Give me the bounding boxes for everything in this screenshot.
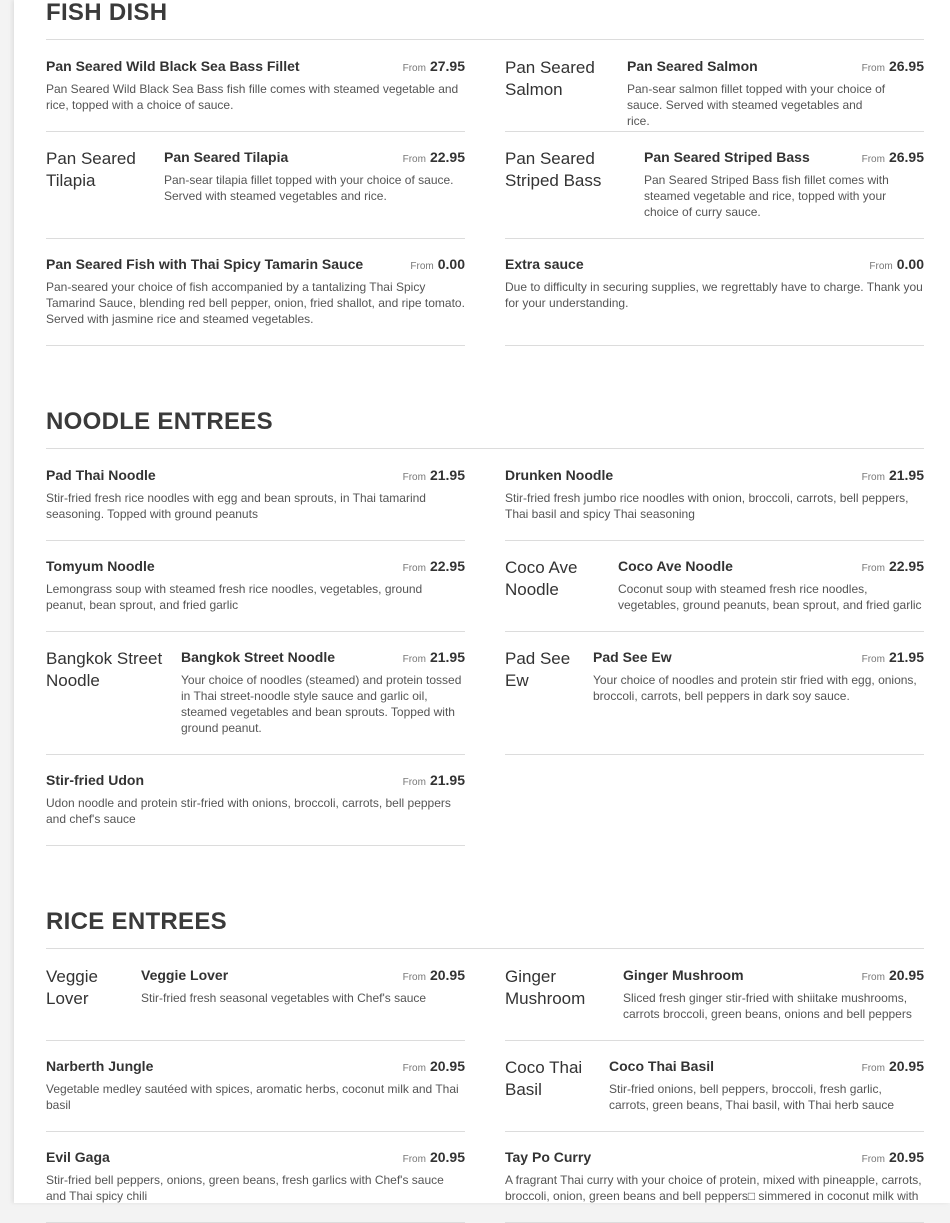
menu-item[interactable] <box>505 1131 924 1223</box>
item-description: Stir-fried onions, bell peppers, broccoli, fresh garlic, carrots, green beans, Thai basil, with Thai herb sauce <box>609 1082 895 1112</box>
menu-item[interactable] <box>505 631 924 755</box>
item-image[interactable]: Pan Seared Tilapia <box>46 149 136 190</box>
price-from-label: From <box>861 1063 885 1074</box>
item-price <box>862 58 924 74</box>
menu-item[interactable] <box>505 131 924 239</box>
menu-item[interactable] <box>46 631 465 755</box>
price-from-label: From <box>861 63 885 74</box>
item-price <box>410 256 465 272</box>
item-description: Pan Seared Striped Bass fish fillet comes with steamed vegetable and rice, topped with your choice of curry sauce. <box>644 173 889 219</box>
item-name[interactable]: Stir-fried Udon <box>46 772 144 788</box>
price-value: 20.95 <box>888 967 924 983</box>
price-value: 20.95 <box>429 1149 465 1165</box>
price-value: 21.95 <box>888 649 924 665</box>
price-value: 26.95 <box>888 58 924 74</box>
item-image[interactable]: Pan Seared Striped Bass <box>505 149 602 190</box>
item-name[interactable]: Drunken Noodle <box>505 467 614 483</box>
item-description: Vegetable medley sautéed with spices, aromatic herbs, coconut milk and Thai basil <box>46 1082 459 1112</box>
item-name[interactable]: Coco Ave Noodle <box>618 558 733 574</box>
item-name[interactable]: Pan Seared Wild Black Sea Bass Fillet <box>46 58 300 74</box>
item-price <box>403 467 465 483</box>
menu-item[interactable] <box>46 238 465 346</box>
section-fish-dish <box>46 0 924 326</box>
item-image[interactable]: Ginger Mushroom <box>505 967 586 1008</box>
item-name[interactable]: Pad Thai Noodle <box>46 467 156 483</box>
price-from-label: From <box>402 777 426 788</box>
price-from-label: From <box>402 563 426 574</box>
menu-item[interactable] <box>46 449 465 541</box>
price-value: 0.00 <box>896 256 924 272</box>
item-description: Your choice of noodles and protein stir fried with egg, onions, broccoli, carrots, bell peppers in dark soy sauce. <box>593 673 917 703</box>
item-price <box>403 1058 465 1074</box>
menu-item[interactable] <box>46 949 465 1041</box>
price-value: 20.95 <box>888 1058 924 1074</box>
price-value: 0.00 <box>437 256 465 272</box>
price-from-label: From <box>410 261 434 272</box>
item-description: Udon noodle and protein stir-fried with onions, broccoli, carrots, bell peppers and chef's sauce <box>46 796 451 826</box>
menu-item[interactable] <box>505 40 924 132</box>
item-price <box>862 1149 924 1165</box>
menu-item[interactable] <box>46 1040 465 1132</box>
item-name[interactable]: Extra sauce <box>505 256 584 272</box>
section-title: RICE ENTREES <box>46 908 924 949</box>
price-from-label: From <box>861 154 885 165</box>
menu-item[interactable] <box>505 949 924 1041</box>
item-image[interactable]: Bangkok Street Noodle <box>46 649 163 690</box>
item-name[interactable]: Pan Seared Striped Bass <box>644 149 810 165</box>
item-image[interactable]: Pan Seared Salmon <box>505 58 595 99</box>
item-price <box>403 772 465 788</box>
price-value: 22.95 <box>429 558 465 574</box>
price-from-label: From <box>869 261 893 272</box>
item-description: A fragrant Thai curry with your choice of protein, mixed with pineapple, carrots, broccoli, onion, green beans and bell peppers□ simmered in coconut milk with <box>505 1173 922 1203</box>
price-from-label: From <box>402 972 426 983</box>
section-title: NOODLE ENTREES <box>46 408 924 449</box>
item-name[interactable]: Tay Po Curry <box>505 1149 592 1165</box>
item-name[interactable]: Coco Thai Basil <box>609 1058 715 1074</box>
item-price <box>862 649 924 665</box>
item-price <box>862 149 924 165</box>
menu-item[interactable] <box>505 1040 924 1132</box>
item-name[interactable]: Pan Seared Salmon <box>627 58 758 74</box>
price-value: 21.95 <box>429 467 465 483</box>
item-name[interactable]: Bangkok Street Noodle <box>181 649 336 665</box>
price-from-label: From <box>402 472 426 483</box>
price-from-label: From <box>861 472 885 483</box>
price-from-label: From <box>861 654 885 665</box>
item-image[interactable]: Veggie Lover <box>46 967 98 1008</box>
item-price <box>862 558 924 574</box>
item-name[interactable]: Tomyum Noodle <box>46 558 155 574</box>
item-description: Pan-sear salmon fillet topped with your choice of sauce. Served with steamed vegetables and rice. <box>627 82 886 128</box>
item-name[interactable]: Ginger Mushroom <box>623 967 744 983</box>
item-price <box>403 1149 465 1165</box>
item-price <box>869 256 924 272</box>
price-value: 27.95 <box>429 58 465 74</box>
item-description: Your choice of noodles (steamed) and protein tossed in Thai street-noodle style sauce and garlic oil, steamed vegetables and bean sprouts. Topped with ground peanut. <box>181 673 462 735</box>
item-description: Coconut soup with steamed fresh rice noodles, vegetables, ground peanuts, bean sprout, and fried garlic <box>618 582 922 612</box>
item-name[interactable]: Pan Seared Tilapia <box>164 149 289 165</box>
price-value: 21.95 <box>888 467 924 483</box>
price-from-label: From <box>402 1063 426 1074</box>
price-value: 22.95 <box>888 558 924 574</box>
price-value: 20.95 <box>888 1149 924 1165</box>
item-description: Sliced fresh ginger stir-fried with shiitake mushrooms, carrots broccoli, green beans, onions and bell peppers <box>623 991 912 1021</box>
item-name[interactable]: Pan Seared Fish with Thai Spicy Tamarin Sauce <box>46 256 364 272</box>
menu-item[interactable] <box>46 1131 465 1223</box>
price-from-label: From <box>402 63 426 74</box>
menu-item[interactable] <box>505 238 924 346</box>
price-value: 21.95 <box>429 772 465 788</box>
menu-item[interactable] <box>505 449 924 541</box>
item-price <box>862 467 924 483</box>
menu-page <box>14 0 950 1203</box>
item-name[interactable]: Pad See Ew <box>593 649 672 665</box>
item-description: Stir-fried bell peppers, onions, green beans, fresh garlics with Chef's sauce and Thai spicy chili <box>46 1173 444 1203</box>
price-from-label: From <box>402 654 426 665</box>
item-price <box>403 649 465 665</box>
item-price <box>403 967 465 983</box>
item-name[interactable]: Narberth Jungle <box>46 1058 154 1074</box>
price-value: 20.95 <box>429 967 465 983</box>
item-price <box>862 1058 924 1074</box>
item-description: Due to difficulty in securing supplies, we regrettably have to charge. Thank you for your understanding. <box>505 280 923 310</box>
item-description: Stir-fried fresh jumbo rice noodles with onion, broccoli, carrots, bell peppers, Thai basil and spicy Thai seasoning <box>505 491 909 521</box>
item-name[interactable]: Veggie Lover <box>141 967 229 983</box>
item-price <box>403 558 465 574</box>
item-description: Pan-sear tilapia fillet topped with your choice of sauce. Served with steamed vegetables and rice. <box>164 173 454 203</box>
item-image[interactable]: Coco Ave Noodle <box>505 558 578 599</box>
section-title: FISH DISH <box>46 0 924 40</box>
menu-item[interactable] <box>46 131 465 239</box>
price-from-label: From <box>861 972 885 983</box>
item-description: Stir-fried fresh rice noodles with egg and bean sprouts, in Thai tamarind seasoning. Topped with ground peanuts <box>46 491 426 521</box>
item-name[interactable]: Evil Gaga <box>46 1149 110 1165</box>
item-price <box>862 967 924 983</box>
price-value: 20.95 <box>429 1058 465 1074</box>
item-description: Pan Seared Wild Black Sea Bass fish fille comes with steamed vegetable and rice, topped with a choice of sauce. <box>46 82 459 112</box>
item-description: Lemongrass soup with steamed fresh rice noodles, vegetables, ground peanut, bean sprout, and fried garlic <box>46 582 423 612</box>
item-description: Stir-fried fresh seasonal vegetables with Chef's sauce <box>141 991 427 1005</box>
menu-item[interactable] <box>46 40 465 132</box>
menu-item[interactable] <box>46 754 465 846</box>
section-noodle-entrees <box>46 408 924 826</box>
price-value: 21.95 <box>429 649 465 665</box>
item-description: Pan-seared your choice of fish accompanied by a tantalizing Thai Spicy Tamarind Sauce, blending red bell pepper, onion, fried shallot, and ripe tomato. Served with jasmine rice and steamed vegetables. <box>46 280 465 326</box>
item-price <box>403 58 465 74</box>
price-from-label: From <box>861 1154 885 1165</box>
menu-item[interactable] <box>46 540 465 632</box>
price-value: 22.95 <box>429 149 465 165</box>
section-rice-entrees <box>46 908 924 1203</box>
price-from-label: From <box>402 1154 426 1165</box>
item-image[interactable]: Pad See Ew <box>505 649 571 690</box>
price-from-label: From <box>402 154 426 165</box>
item-image[interactable]: Coco Thai Basil <box>505 1058 583 1099</box>
item-price <box>403 149 465 165</box>
menu-item[interactable] <box>505 540 924 632</box>
price-from-label: From <box>861 563 885 574</box>
price-value: 26.95 <box>888 149 924 165</box>
